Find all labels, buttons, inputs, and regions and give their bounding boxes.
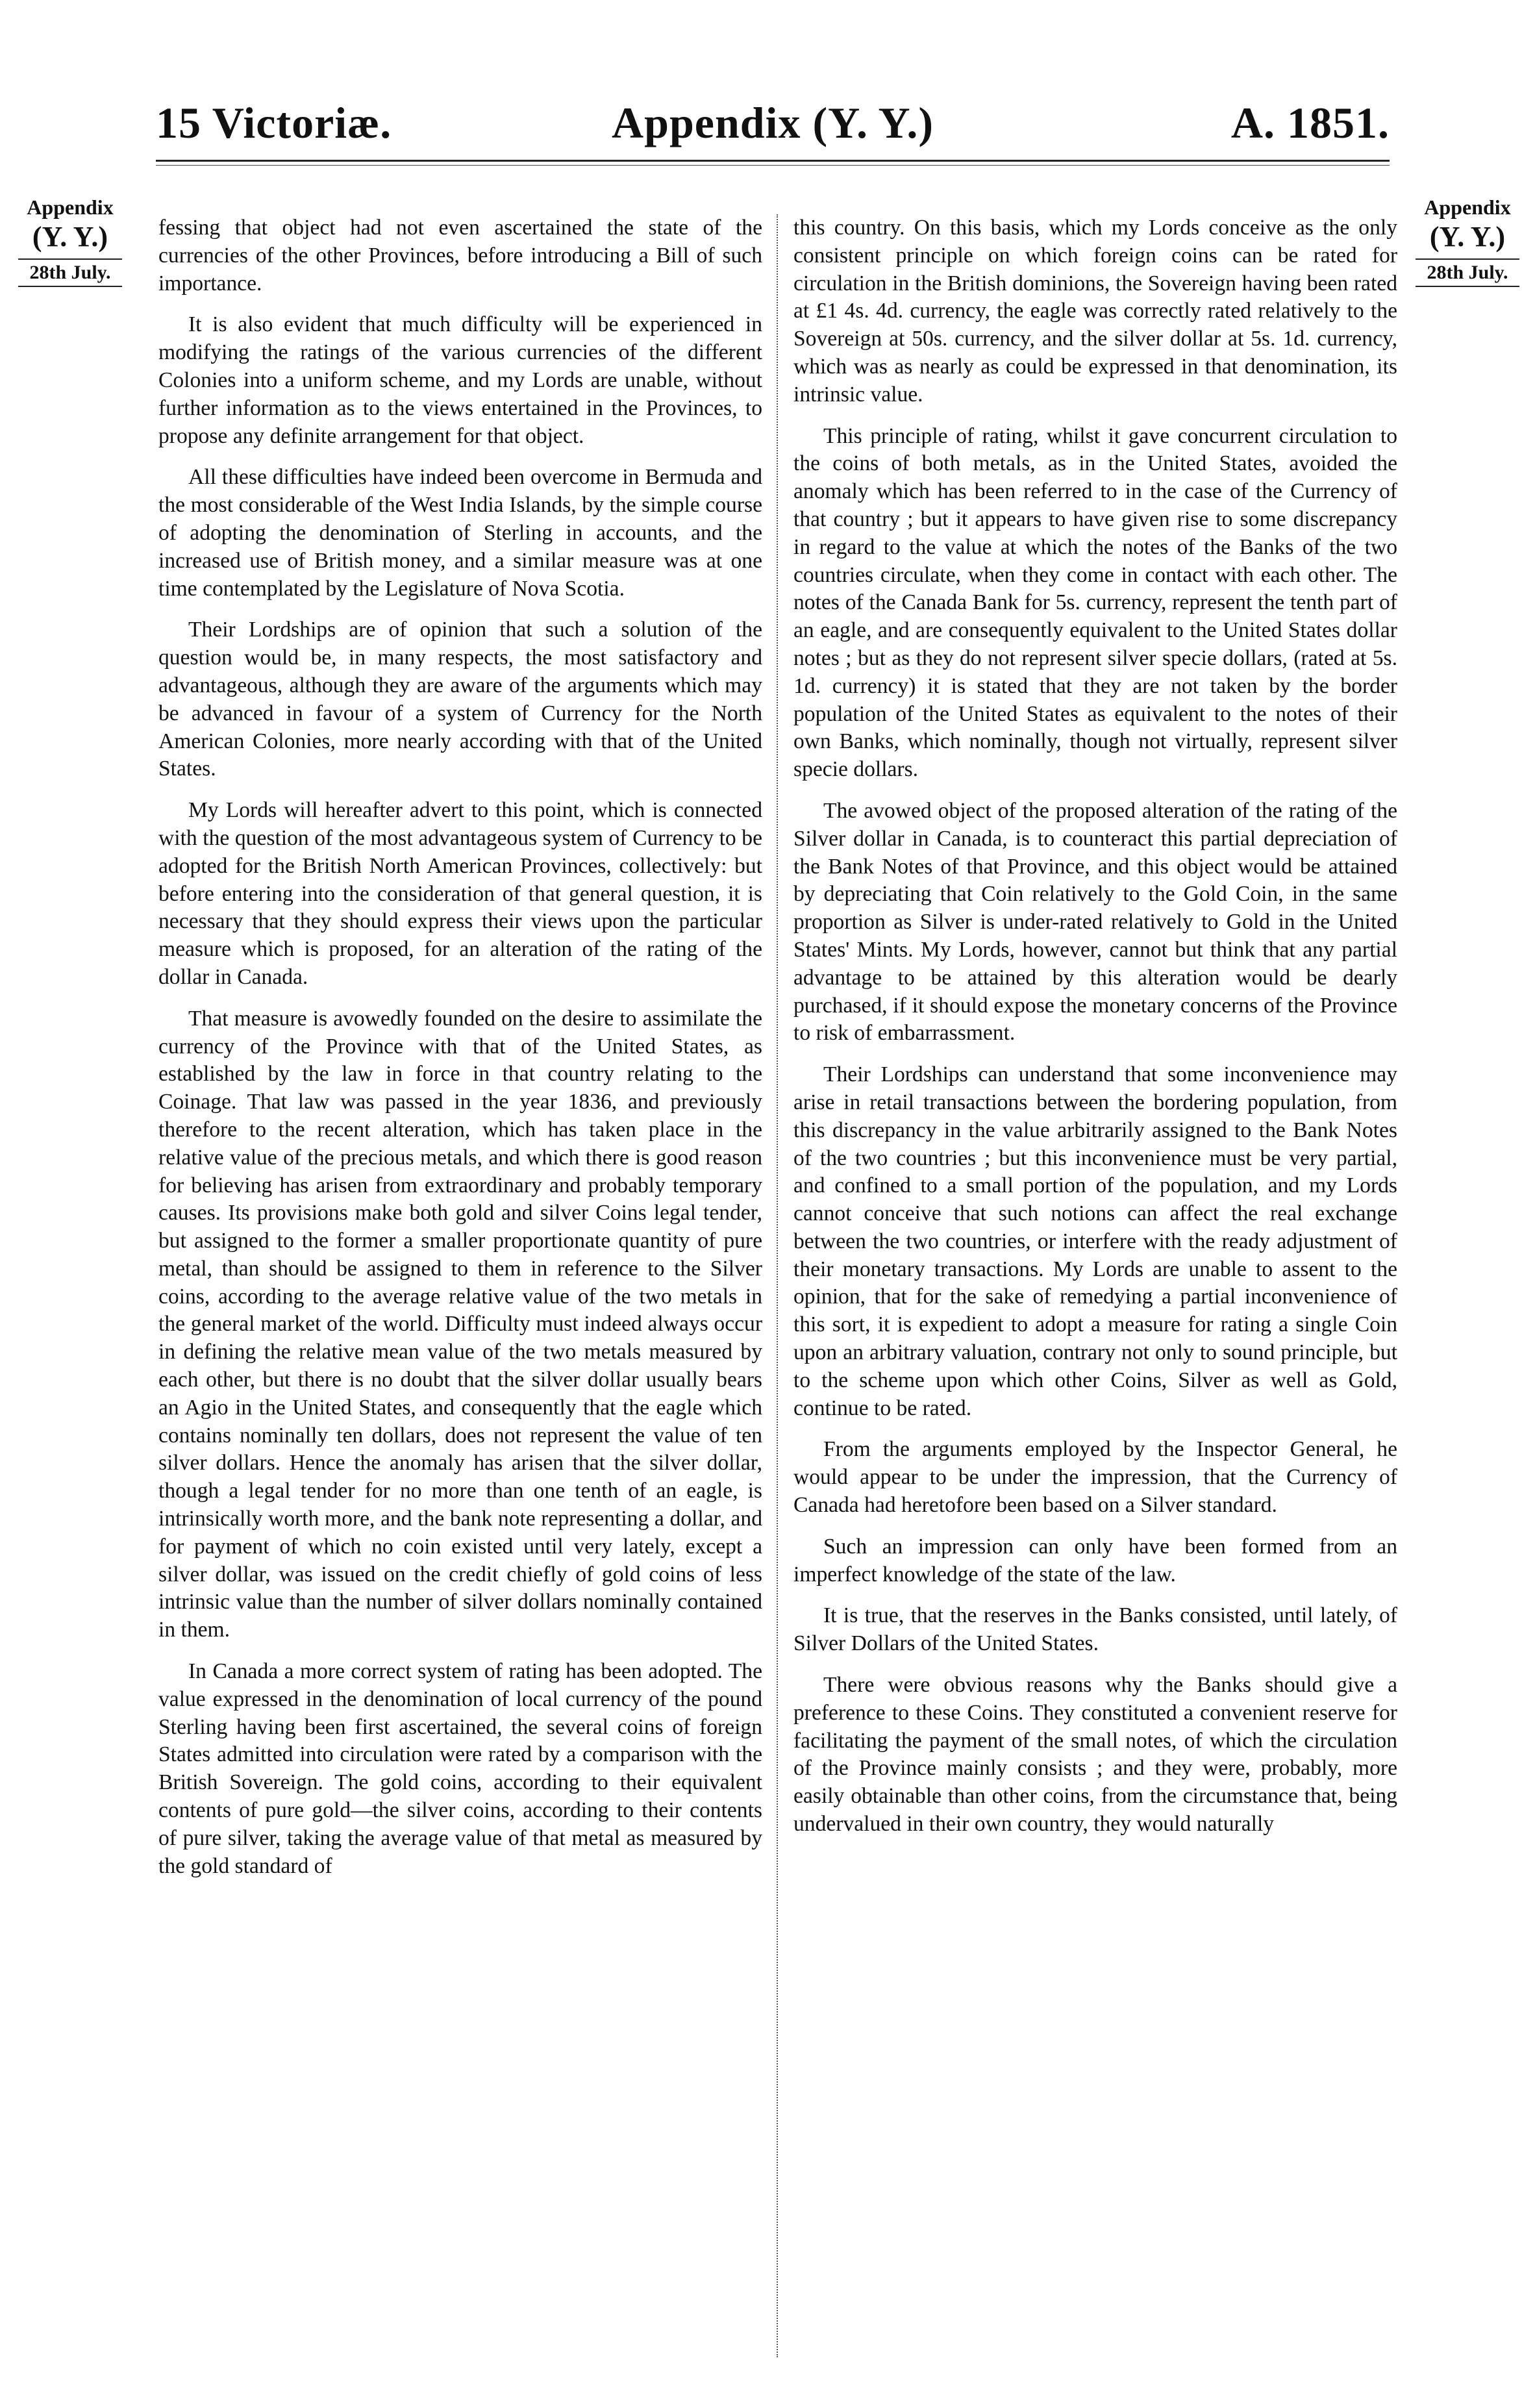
paragraph: It is true, that the reserves in the Banks consisted, until lately, of Silver Dollars of the United States. (793, 1603, 1397, 1656)
paragraph: Their Lordships are of opinion that such a solution of the question would be, in many respects, the most satisfactory and advantageous, although they are aware of the arguments which may be advanced in favour of a system of Currency for the North American Colonies, more nearly according with that of the United States. (158, 618, 762, 781)
paragraph: this country. On this basis, which my Lords conceive as the only consistent principle on which foreign coins can be rated for circulation in the British dominions, the Sovereign having been rated at £1 4s. 4d. currency, the eagle was correctly rated relatively to the Sovereign at 50s. currency, and the silver dollar at 5s. 1d. currency, which was as nearly as could be expressed in that denomination, its intrinsic value. (793, 216, 1397, 407)
paragraph: fessing that object had not even ascertained the state of the currencies of the other Provinces, before introducing a Bill of such importance. (158, 216, 762, 295)
left-column (158, 214, 762, 1894)
margin-note-right-title: Appendix (1424, 195, 1511, 219)
paragraph: My Lords will hereafter advert to this point, which is connected with the question of the most advantageous system of Currency to be adopted for the British North American Provinces, collectively: but before entering into the consideration of that general question, it is necessary that they should express their views upon the particular measure which is proposed, for an alteration of the rating of the dollar in Canada. (158, 798, 762, 989)
margin-note-right (1403, 195, 1532, 287)
paragraph: That measure is avowedly founded on the desire to assimilate the currency of the Province with that of the United States, as established by the law in force in that country relating to the Coinage. That law was passed in the year 1836, and previously therefore to the recent alteration, which has taken place in the relative value of the precious metals, and which there is good reason for believing has arisen from extraordinary and probably temporary causes. Its provisions make both gold and silver Coins legal tender, but assigned to the former a smaller proportionate quantity of pure metal, than should be assigned to them in reference to the Silver coins, according to the average relative value of the two metals in the general market of the world. Difficulty must indeed always occur in defining the relative mean value of the two metals measured by each other, but there is no doubt that the silver dollar usually bears an Agio in the United States, and consequently that the eagle which contains nominally ten dollars, does not represent the value of ten silver dollars. Hence the anomaly has arisen that the silver dollar, though a legal tender for no more than one tenth of an eagle, is intrinsically worth more, and the bank note representing a dollar, and for payment of which no coin existed until very lately, except a silver dollar, was issued on the credit chiefly of gold coins of less intrinsic value than the number of silver dollars nominally contained in them. (158, 1006, 762, 1642)
column-divider (777, 214, 778, 2357)
paragraph: This principle of rating, whilst it gave concurrent circulation to the coins of both metals, as in the United States, avoided the anomaly which has been referred to in the case of the Currency of that country ; but it appears to have given rise to some discrepancy in regard to the value at which the notes of the Banks of the two countries circulate, when they come in contact with each other. The notes of the Canada Bank for 5s. currency, represent the tenth part of an eagle, and are consequently equivalent to the United States dollar notes ; but as they do not represent silver specie dollars, (rated at 5s. 1d. currency) it is stated that they are not taken by the border population of the United States as equivalent to the notes of their own Banks, which nominally, though not virtually, represent silver specie dollars. (793, 423, 1397, 782)
paragraph: From the arguments employed by the Inspector General, he would appear to be under the impression, that the Currency of Canada had heretofore been based on a Silver standard. (793, 1437, 1397, 1518)
paragraph: It is also evident that much difficulty will be experienced in modifying the ratings of the various currencies of the different Colonies into a uniform scheme, and my Lords are unable, without further information as to the views entertained in the Provinces, to propose any definite arrangement for that object. (158, 312, 762, 448)
paragraph: In Canada a more correct system of rating has been adopted. The value expressed in the denomination of local currency of the pound Sterling having been first ascertained, the several coins of foreign States admitted into circulation were rated by a comparison with the British Sovereign. The gold coins, according to their equivalent contents of pure gold—the silver coins, according to their contents of pure silver, taking the average value of that metal as measured by the gold standard of (158, 1659, 762, 1878)
margin-note-left-title: Appendix (27, 195, 114, 219)
header-session: 15 Victoriæ. (156, 98, 392, 147)
margin-note-left-code: (Y. Y.) (32, 221, 108, 253)
paragraph: Such an impression can only have been formed from an imperfect knowledge of the state of the law. (793, 1534, 1397, 1587)
paragraph: All these difficulties have indeed been overcome in Bermuda and the most considerable of the West India Islands, by the simple course of adopting the denomination of Sterling in accounts, and the increased use of British money, and a similar measure was at one time contemplated by the Legislature of Nova Scotia. (158, 465, 762, 601)
margin-note-left (5, 195, 135, 287)
right-column (793, 214, 1397, 1852)
header-rule-thin (156, 165, 1390, 166)
header-appendix-title: Appendix (Y. Y.) (612, 98, 934, 147)
paragraph: There were obvious reasons why the Banks should give a preference to these Coins. They constituted a convenient reserve for facilitating the payment of the small notes, of which the circulation of the Province mainly consists ; and they were, probably, more easily obtainable than other coins, from the circumstance that, being undervalued in their own country, they would naturally (793, 1673, 1397, 1837)
margin-note-right-code: (Y. Y.) (1429, 221, 1506, 253)
header-year: A. 1851. (1230, 98, 1390, 147)
paragraph: Their Lordships can understand that some inconvenience may arise in retail transactions between the bordering population, from this discrepancy in the value arbitrarily assigned to the Bank Notes of the two countries ; but this inconvenience must be very partial, and confined to a small portion of the population, and my Lords cannot conceive that such notions can affect the real exchange between the two countries, or interfere with the ready adjustment of their monetary transactions. My Lords are unable to assent to the opinion, that for the sake of remedying a partial inconvenience of this sort, it is expedient to adopt a measure for rating a single Coin upon an arbitrary valuation, contrary not only to sound principle, but to the scheme upon which other Coins, Silver as well as Gold, continue to be rated. (793, 1062, 1397, 1420)
page-header (156, 97, 1390, 169)
header-rule (156, 160, 1390, 162)
margin-note-right-date: 28th July. (1416, 258, 1519, 287)
margin-note-left-date: 28th July. (18, 258, 122, 287)
paragraph: The avowed object of the proposed alteration of the rating of the Silver dollar in Canada, is to counteract this partial depreciation of the Bank Notes of that Province, and this object would be attained by depreciating that Coin relatively to the Gold Coin, in the same proportion as Silver is under-rated relatively to Gold in the United States' Mints. My Lords, however, cannot but think that any partial advantage to be attained by this alteration would be dearly purchased, if it should expose the monetary concerns of the Province to risk of embarrassment. (793, 798, 1397, 1046)
